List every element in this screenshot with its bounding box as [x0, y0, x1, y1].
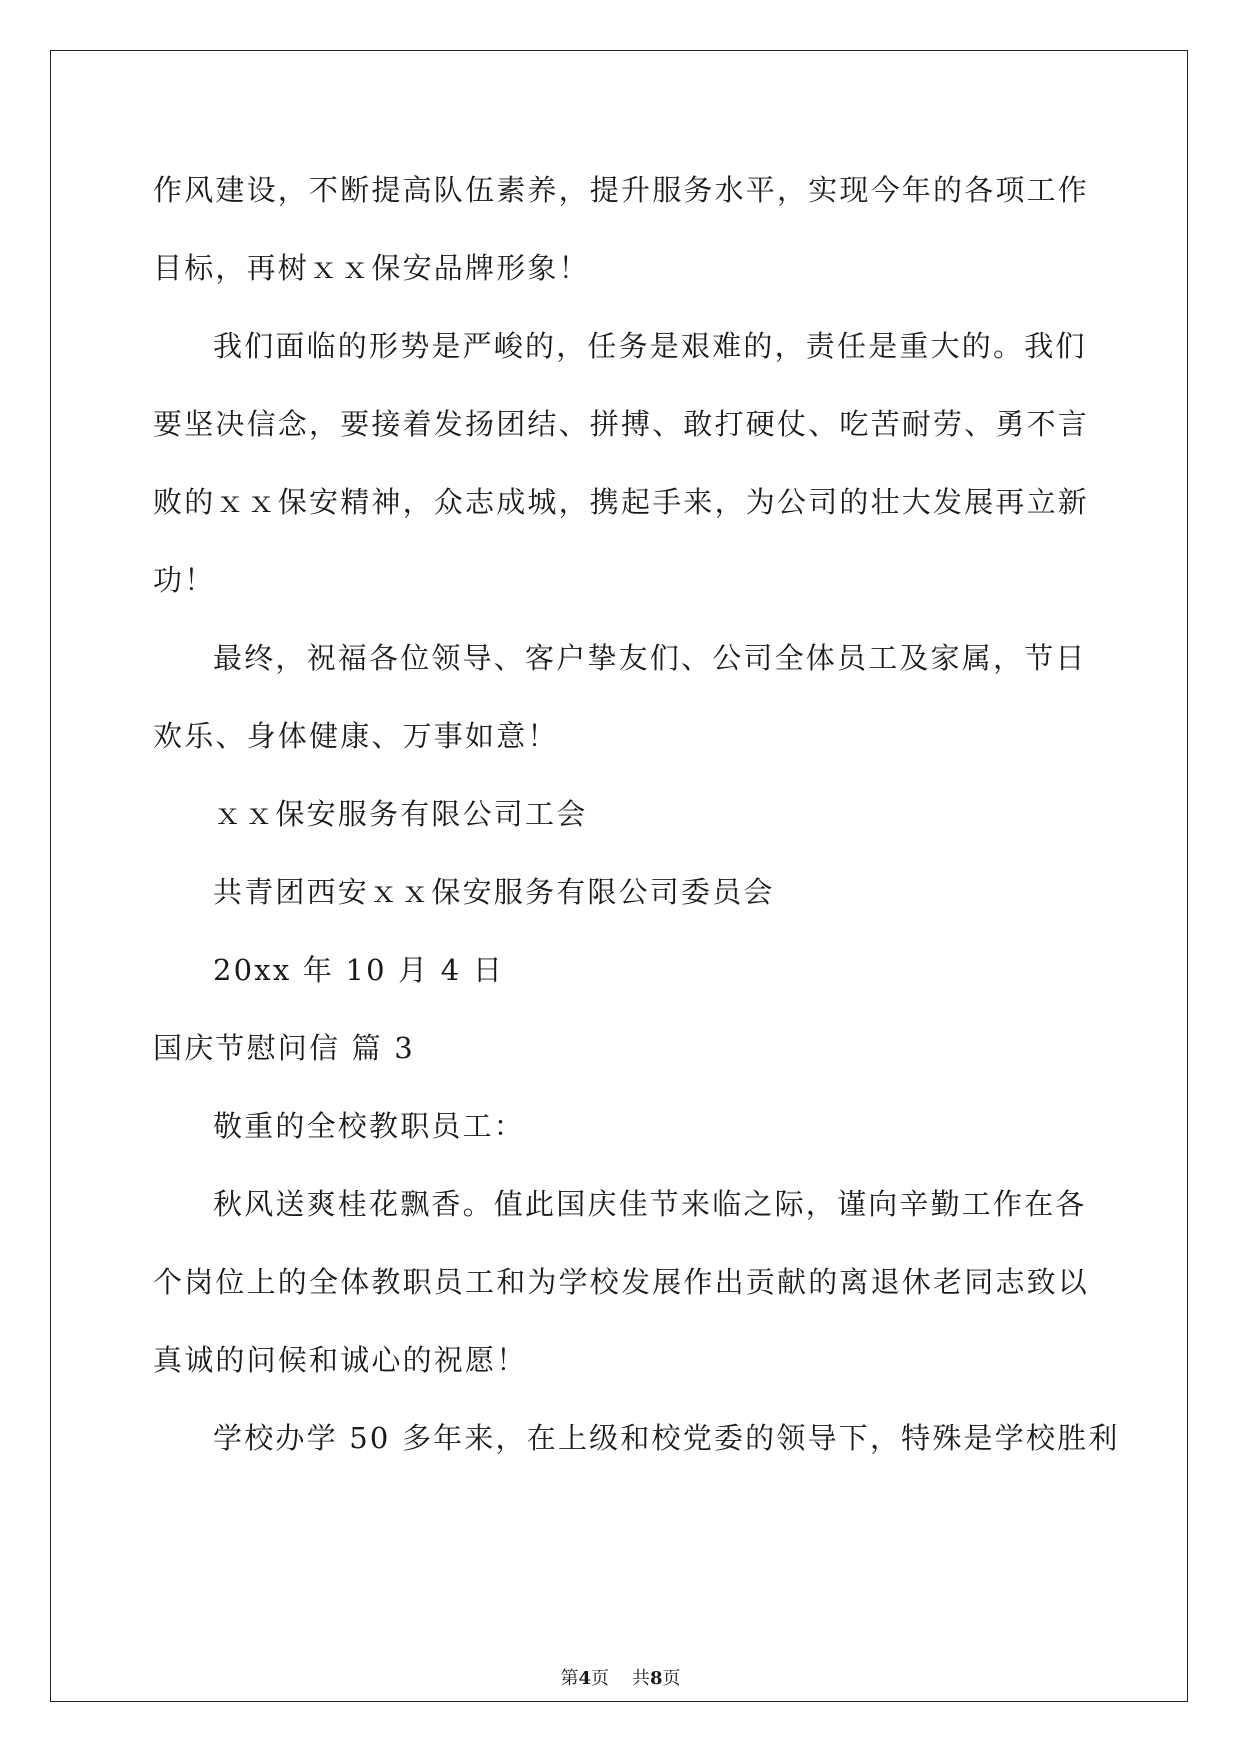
body-line: 秋风送爽桂花飘香。值此国庆佳节来临之际，谨向辛勤工作在各	[213, 1187, 1087, 1221]
signature-youth-league: 共青团西安ｘｘ保安服务有限公司委员会	[213, 875, 775, 909]
body-line: 真诚的问候和诚心的祝愿！	[153, 1343, 528, 1377]
footer-total-pages: 8	[649, 1668, 663, 1689]
body-line: 个岗位上的全体教职员工和为学校发展作出贡献的离退休老同志致以	[153, 1265, 1090, 1299]
footer-current-page: 4	[578, 1668, 592, 1689]
page-footer	[0, 1668, 1241, 1690]
body-line: 要坚决信念，要接着发扬团结、拼搏、敢打硬仗、吃苦耐劳、勇不言	[153, 407, 1090, 441]
body-line: 最终，祝福各位领导、客户挚友们、公司全体员工及家属，节日	[213, 641, 1087, 675]
body-line: 目标，再树ｘｘ保安品牌形象！	[153, 251, 590, 285]
body-line: 败的ｘｘ保安精神，众志成城，携起手来，为公司的壮大发展再立新	[153, 485, 1090, 519]
signature-union: ｘｘ保安服务有限公司工会	[213, 797, 588, 831]
signature-date: 20xx 年 10 月 4 日	[213, 953, 505, 987]
footer-suffix: 页	[662, 1668, 681, 1689]
section-heading: 国庆节慰问信 篇 3	[153, 1031, 415, 1065]
footer-prefix: 第	[560, 1668, 579, 1689]
body-line: 学校办学 50 多年来，在上级和校党委的领导下，特殊是学校胜利	[213, 1421, 1120, 1455]
body-line: 作风建设，不断提高队伍素养，提升服务水平，实现今年的各项工作	[153, 173, 1090, 207]
body-line: 我们面临的形势是严峻的，任务是艰难的，责任是重大的。我们	[213, 329, 1087, 363]
body-line: 欢乐、身体健康、万事如意！	[153, 719, 559, 753]
body-line: 功！	[153, 563, 216, 597]
footer-mid: 页 共	[591, 1668, 650, 1689]
salutation: 敬重的全校教职员工：	[213, 1109, 526, 1143]
